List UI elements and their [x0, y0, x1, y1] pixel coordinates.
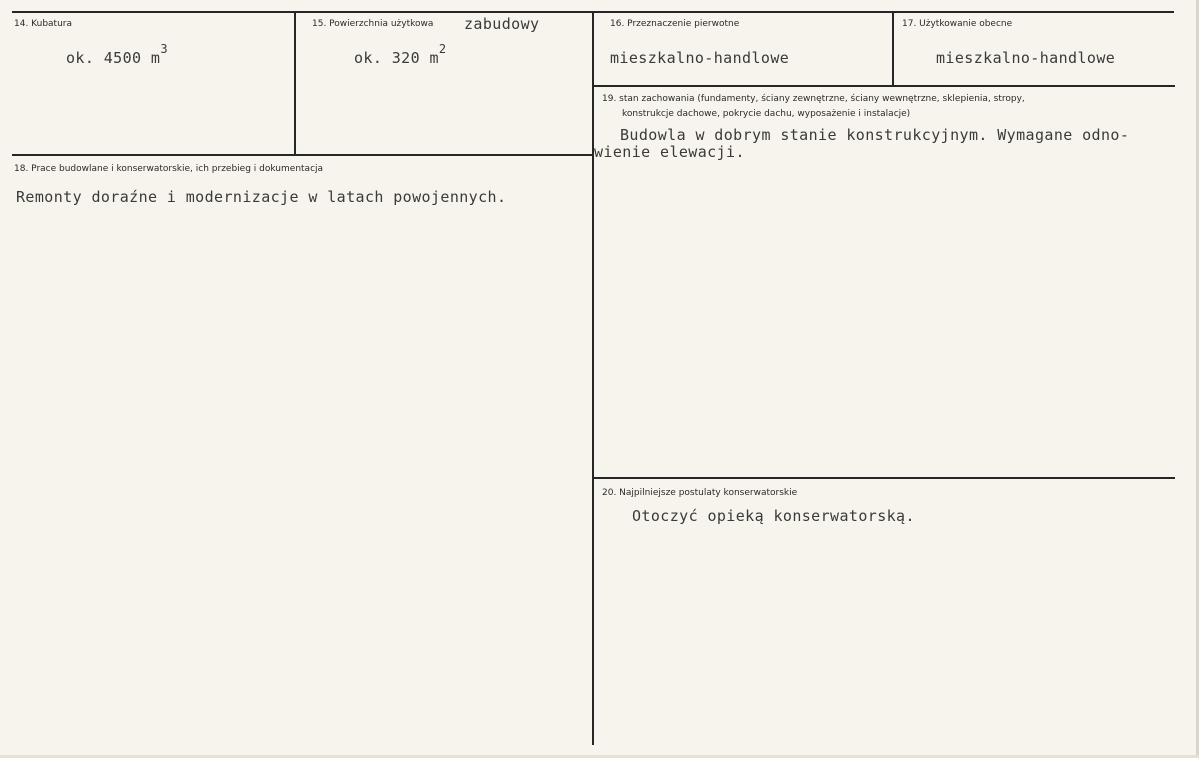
field-15-value-text: ok. 320 m [354, 49, 439, 67]
field-17-label: 17. Użytkowanie obecne [902, 19, 1013, 29]
field-19-label-line2: konstrukcje dachowe, pokrycie dachu, wyposażenie i instalacje) [622, 109, 911, 119]
rule-under-16-17 [594, 85, 1175, 87]
field-14-label: 14. Kubatura [14, 19, 73, 29]
rule-under-19 [594, 477, 1175, 479]
field-16-label: 16. Przeznaczenie pierwotne [610, 19, 740, 29]
field-14-unit-exponent: 3 [160, 42, 168, 56]
field-15-unit-exponent: 2 [438, 42, 447, 56]
field-16-value: mieszkalno-handlowe [610, 49, 790, 67]
field-15-label: 15. Powierzchnia użytkowa [312, 19, 434, 29]
field-20-label: 20. Najpilniejsze postulaty konserwatorskie [602, 488, 798, 498]
field-15-value [354, 42, 447, 67]
field-15-label-typed-addition: zabudowy [464, 15, 540, 33]
divider-14-15 [294, 12, 296, 155]
field-14-value [66, 42, 168, 67]
field-14-value-text: ok. 4500 m [66, 49, 161, 67]
field-19-label-line1: 19. stan zachowania (fundamenty, ściany zewnętrzne, ściany wewnętrzne, sklepienia, stropy, [602, 94, 1025, 104]
field-19-value-line2: wienie elewacji. [594, 143, 745, 161]
divider-16-17 [892, 12, 894, 85]
rule-under-14-15 [12, 154, 594, 156]
field-17-value: mieszkalno-handlowe [936, 49, 1116, 67]
divider-left-right [592, 12, 594, 745]
field-19-value-line1: Budowla w dobrym stanie konstrukcyjnym. Wymagane odno- [620, 126, 1130, 144]
field-18-value: Remonty doraźne i modernizacje w latach powojennych. [16, 188, 507, 206]
field-18-label: 18. Prace budowlane i konserwatorskie, ich przebieg i dokumentacja [14, 164, 324, 174]
field-20-value: Otoczyć opieką konserwatorską. [632, 507, 915, 525]
